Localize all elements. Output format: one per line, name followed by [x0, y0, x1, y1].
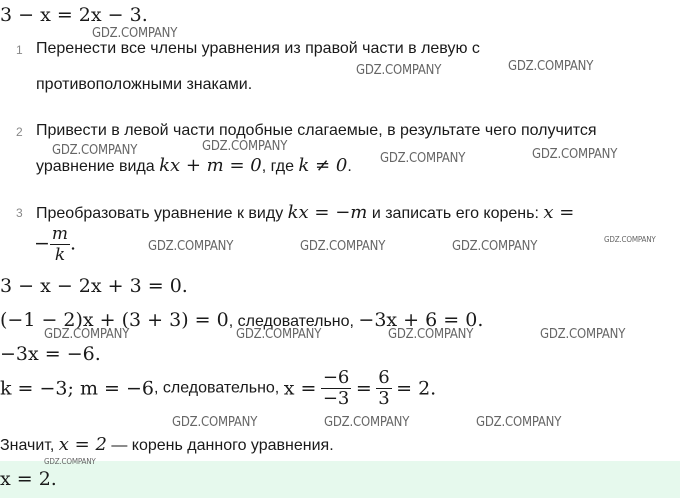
solution-line-4	[0, 368, 436, 409]
fraction-numerator: −6	[322, 367, 350, 388]
step-2-condition: k ≠ 0	[298, 155, 348, 176]
watermark: GDZ.COMPANY	[172, 415, 258, 430]
solution-line-4-x: x =	[283, 377, 317, 400]
watermark: GDZ.COMPANY	[380, 151, 466, 166]
solution-line-5	[0, 434, 334, 455]
step-3-root-lhs: x =	[543, 202, 575, 223]
solution-line-4-math: k = −3; m = −6	[0, 377, 154, 400]
step-3-minus: −	[34, 232, 50, 255]
step-2-line-1: Привести в левой части подобные слагаемые, в результате чего получится	[36, 122, 597, 139]
equals-sign: =	[355, 377, 372, 400]
fraction-neg6-over-neg3	[321, 368, 352, 409]
step-1-line-2: противоположными знаками.	[36, 76, 253, 93]
solution-line-2-text: , следовательно,	[228, 313, 359, 330]
watermark: GDZ.COMPANY	[324, 415, 410, 430]
step-3-text: Преобразовать уравнение к виду	[36, 205, 288, 222]
watermark: GDZ.COMPANY	[202, 139, 288, 154]
fraction-6-over-3	[376, 368, 391, 409]
step-3-formula: kx = −m	[287, 202, 368, 223]
fraction-denominator: −3	[322, 388, 350, 409]
fraction-denominator: 3	[378, 388, 390, 409]
watermark: GDZ.COMPANY	[604, 235, 656, 244]
step-3-period: .	[70, 232, 77, 255]
watermark: GDZ.COMPANY	[300, 239, 386, 254]
answer-highlight	[0, 461, 680, 498]
watermark: GDZ.COMPANY	[52, 143, 138, 158]
watermark: GDZ.COMPANY	[44, 457, 96, 466]
step-3-text-mid: и записать его корень:	[367, 205, 544, 222]
conclusion-formula: x = 2	[58, 434, 107, 455]
fraction-denominator: k	[54, 245, 66, 265]
watermark: GDZ.COMPANY	[388, 327, 474, 342]
step-3-line-2	[34, 224, 76, 265]
step-3-fraction	[50, 224, 70, 265]
watermark: GDZ.COMPANY	[236, 327, 322, 342]
fraction-numerator: m	[51, 224, 69, 244]
solution-line-4-text: , следовательно,	[154, 379, 284, 397]
step-3-number: 3	[16, 206, 23, 220]
watermark: GDZ.COMPANY	[508, 59, 594, 74]
watermark: GDZ.COMPANY	[532, 147, 618, 162]
conclusion-text: — корень данного уравнения.	[106, 437, 334, 454]
step-2-text: уравнение вида	[36, 158, 160, 175]
watermark: GDZ.COMPANY	[356, 63, 442, 78]
watermark: GDZ.COMPANY	[476, 415, 562, 430]
fraction-numerator: 6	[378, 367, 390, 388]
step-2-text-mid: , где	[261, 158, 299, 175]
watermark: GDZ.COMPANY	[540, 327, 626, 342]
step-1-line-1: Перенести все члены уравнения из правой части в левую с	[36, 40, 480, 57]
step-2-number: 2	[16, 125, 23, 139]
watermark: GDZ.COMPANY	[44, 327, 130, 342]
watermark: GDZ.COMPANY	[148, 239, 234, 254]
step-2-period: .	[347, 158, 352, 175]
solution-line-4-result: = 2.	[396, 377, 437, 400]
step-2-line-2	[36, 155, 352, 176]
answer: x = 2.	[0, 468, 57, 490]
solution-line-3: −3x = −6.	[0, 343, 101, 365]
solution-line-2-math-2: −3x + 6 = 0.	[358, 309, 484, 331]
watermark: GDZ.COMPANY	[452, 239, 538, 254]
step-2-formula: kx + m = 0	[159, 155, 262, 176]
step-1-number: 1	[16, 43, 23, 57]
solution-line-2-math: (−1 − 2)x + (3 + 3) = 0	[0, 309, 229, 331]
watermark: GDZ.COMPANY	[92, 26, 178, 41]
step-3-line-1	[36, 202, 574, 223]
conclusion-prefix: Значит,	[0, 437, 59, 454]
solution-line-1: 3 − x − 2x + 3 = 0.	[0, 275, 188, 297]
equation-header: 3 − x = 2x − 3.	[0, 4, 148, 26]
